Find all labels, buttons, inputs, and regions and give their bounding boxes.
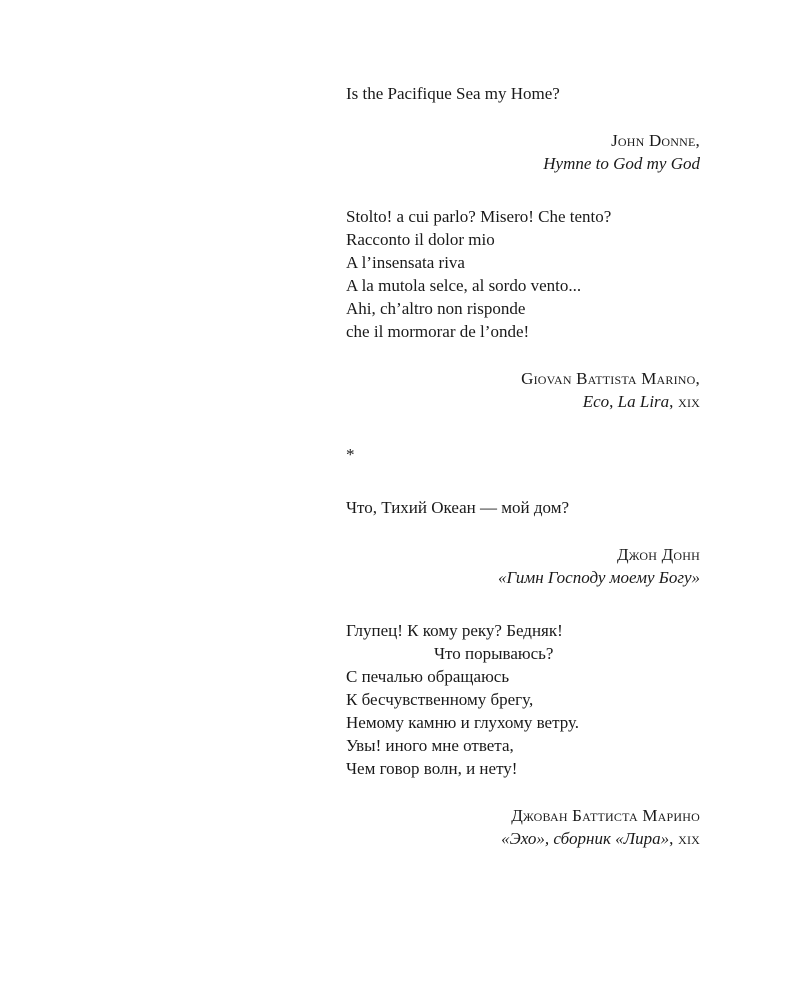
epigraph-donne-english xyxy=(346,82,700,175)
source-separator: , xyxy=(609,392,618,411)
epigraph-page xyxy=(346,82,700,850)
poem-line: Что порываюсь? xyxy=(434,644,554,663)
poem-line: A l’insensata riva xyxy=(346,253,465,272)
author-name: Джован Баттиста Марино xyxy=(511,806,700,825)
source-title: «Эхо», сборник «Лира» xyxy=(501,829,670,848)
source-collection: La Lira xyxy=(617,392,670,411)
source-title: Eco xyxy=(582,392,610,411)
poem-line: Глупец! К кому реку? Бедняк! xyxy=(346,621,563,640)
epigraph-marino-italian xyxy=(346,205,700,413)
poem-line: Увы! иного мне ответа, xyxy=(346,736,514,755)
source-number: , xix xyxy=(669,829,700,848)
poem-line: A la mutola selce, al sordo vento... xyxy=(346,276,582,295)
section-separator: * xyxy=(346,445,355,464)
poem-line: С печалью обращаюсь xyxy=(346,667,510,686)
author-name: Giovan Battista Marino, xyxy=(521,369,700,388)
author-name: Джон Донн xyxy=(616,545,700,564)
poem-line: Ahi, ch’altro non risponde xyxy=(346,299,526,318)
quote-line: Is the Pacifique Sea my Home? xyxy=(346,84,560,103)
source-title: «Гимн Господу моему Богу» xyxy=(498,568,700,587)
poem-line: che il mormorar de l’onde! xyxy=(346,322,530,341)
poem-line: Немому камню и глухому ветру. xyxy=(346,713,580,732)
quote-line: Что, Тихий Океан — мой дом? xyxy=(346,498,570,517)
source-title: Hymne to God my God xyxy=(543,154,700,173)
epigraph-donne-russian xyxy=(346,496,700,589)
poem-line: Чем говор волн, и нету! xyxy=(346,759,518,778)
poem-line: Stolto! a cui parlo? Misero! Che tento? xyxy=(346,207,612,226)
poem-line: Racconto il dolor mio xyxy=(346,230,495,249)
epigraph-marino-russian xyxy=(346,619,700,850)
poem-line: К бесчувственному брегу, xyxy=(346,690,534,709)
author-name: John Donne, xyxy=(611,131,700,150)
source-citation xyxy=(346,390,700,413)
source-number: , xix xyxy=(669,392,700,411)
source-citation xyxy=(346,827,700,850)
